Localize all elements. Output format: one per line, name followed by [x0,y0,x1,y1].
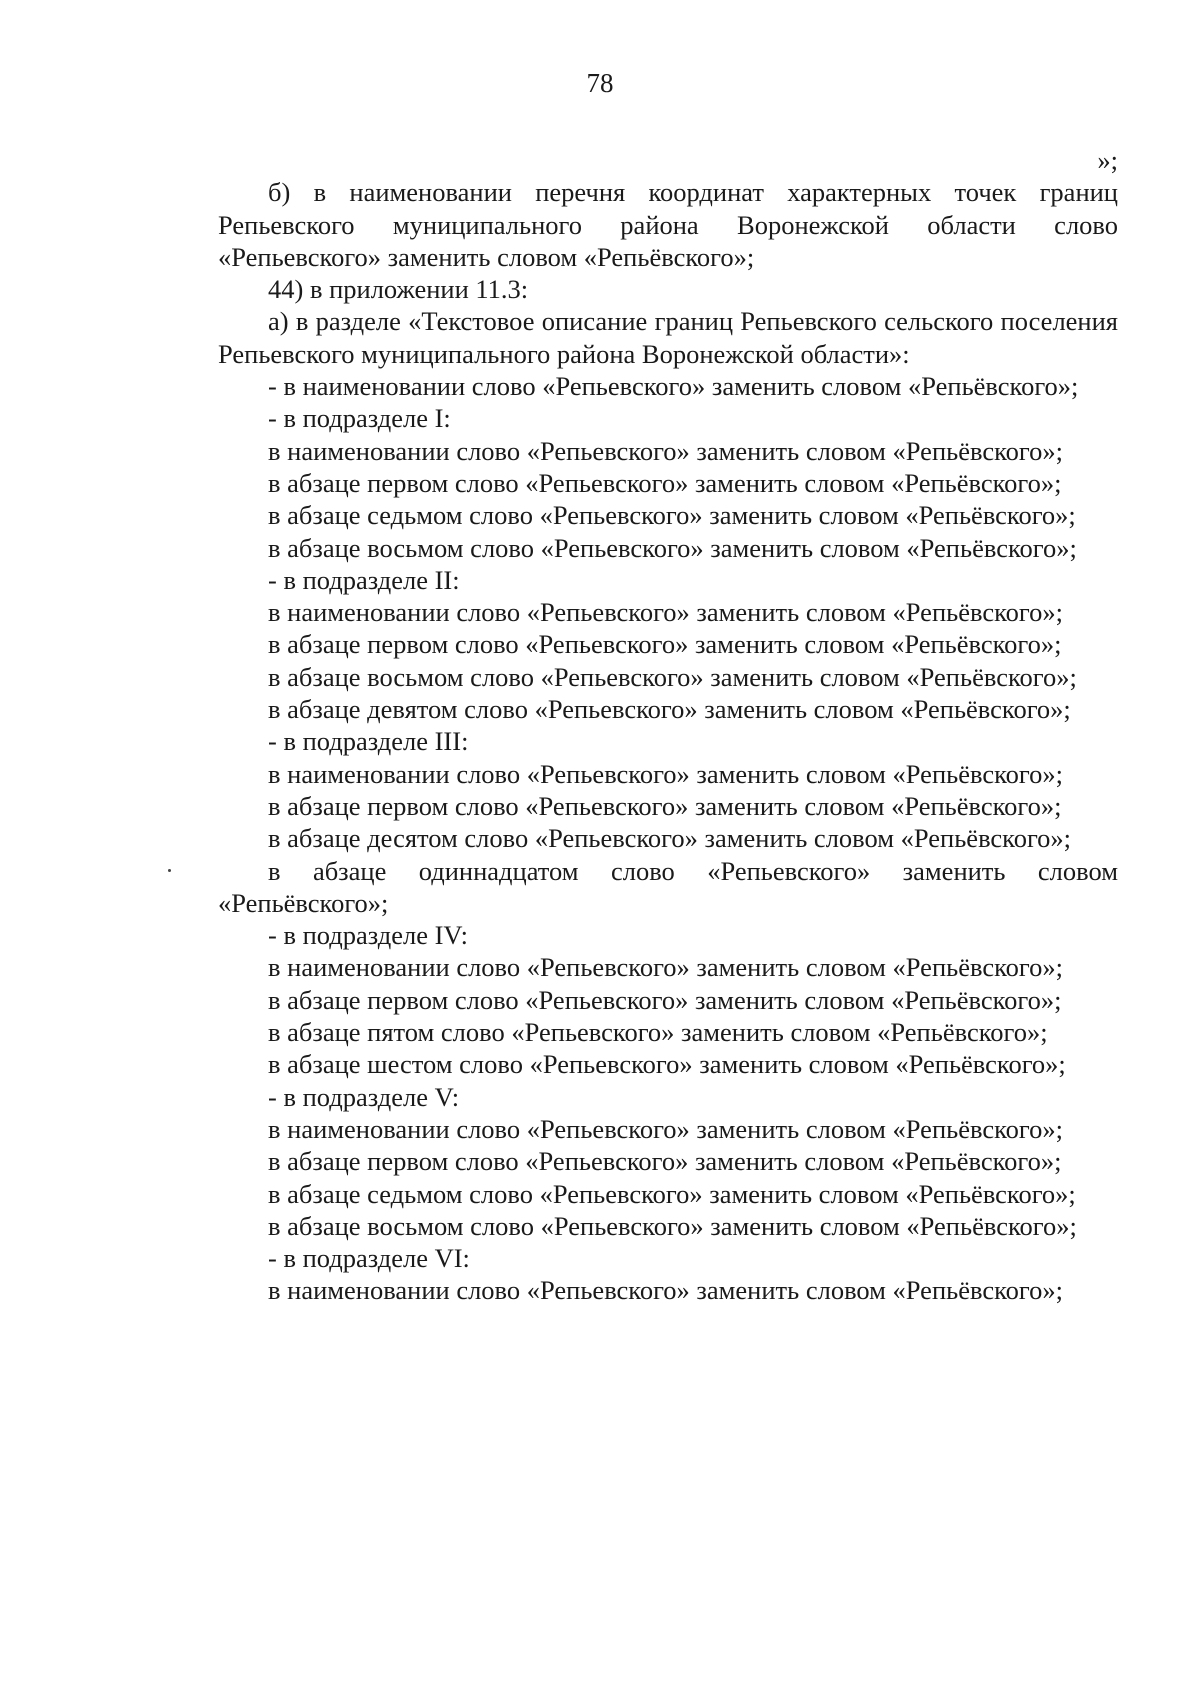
document-paragraph: - в подразделе V: [268,1081,460,1112]
document-paragraph: б) в наименовании перечня координат характерных точек границ Репьевского муниципального района Воронежской области слово «Репьевского» заменить словом «Репьёвского»; [218,177,1118,272]
document-paragraph: в наименовании слово «Репьевского» заменить словом «Репьёвского»; [268,597,1063,628]
document-paragraph: - в подразделе VI: [268,1243,470,1274]
document-paragraph: в наименовании слово «Репьевского» заменить словом «Репьёвского»; [268,435,1063,466]
document-paragraph: 44) в приложении 11.3: [268,274,529,305]
document-paragraph: в абзаце седьмом слово «Репьевского» заменить словом «Репьёвского»; [268,1178,1076,1209]
document-paragraph: в абзаце восьмом слово «Репьевского» заменить словом «Репьёвского»; [268,1210,1077,1241]
document-paragraph: в абзаце первом слово «Репьевского» заменить словом «Репьёвского»; [268,984,1062,1015]
document-paragraph: - в подразделе I: [268,403,451,434]
document-paragraph: в абзаце седьмом слово «Репьевского» заменить словом «Репьёвского»; [268,500,1076,531]
document-paragraph: - в подразделе II: [268,564,460,595]
document-paragraph: в наименовании слово «Репьевского» заменить словом «Репьёвского»; [268,1275,1063,1306]
document-paragraph: в абзаце восьмом слово «Репьевского» заменить словом «Репьёвского»; [268,661,1077,692]
document-paragraph: в абзаце первом слово «Репьевского» заменить словом «Репьёвского»; [268,790,1062,821]
document-paragraph: в абзаце одиннадцатом слово «Репьевского» заменить словом «Репьёвского»; [218,855,1118,918]
scan-speck [168,869,171,872]
document-paragraph: в наименовании слово «Репьевского» заменить словом «Репьёвского»; [268,758,1063,789]
document-paragraph: в наименовании слово «Репьевского» заменить словом «Репьёвского»; [268,1113,1063,1144]
document-paragraph: в абзаце пятом слово «Репьевского» заменить словом «Репьёвского»; [268,1017,1048,1048]
document-paragraph: в абзаце шестом слово «Репьевского» заменить словом «Репьёвского»; [268,1049,1066,1080]
document-paragraph: в абзаце десятом слово «Репьевского» заменить словом «Репьёвского»; [268,823,1072,854]
document-paragraph: - в подразделе III: [268,726,469,757]
document-paragraph: а) в разделе «Текстовое описание границ Репьевского сельского поселения Репьевского муниципального района Воронежской области»: [218,306,1118,369]
closing-quote-line: »; [1097,145,1118,175]
document-paragraph: в абзаце восьмом слово «Репьевского» заменить словом «Репьёвского»; [268,532,1077,563]
document-body [218,144,1118,1307]
document-paragraph: в абзаце первом слово «Репьевского» заменить словом «Репьёвского»; [268,1146,1062,1177]
document-paragraph: - в наименовании слово «Репьевского» заменить словом «Репьёвского»; [268,371,1079,402]
document-paragraph: - в подразделе IV: [268,920,468,951]
page-number: 78 [586,68,614,98]
document-paragraph: в абзаце первом слово «Репьевского» заменить словом «Репьёвского»; [268,467,1062,498]
document-paragraph: в абзаце девятом слово «Репьевского» заменить словом «Репьёвского»; [268,694,1071,725]
document-paragraph: в наименовании слово «Репьевского» заменить словом «Репьёвского»; [268,952,1063,983]
document-paragraph: в абзаце первом слово «Репьевского» заменить словом «Репьёвского»; [268,629,1062,660]
